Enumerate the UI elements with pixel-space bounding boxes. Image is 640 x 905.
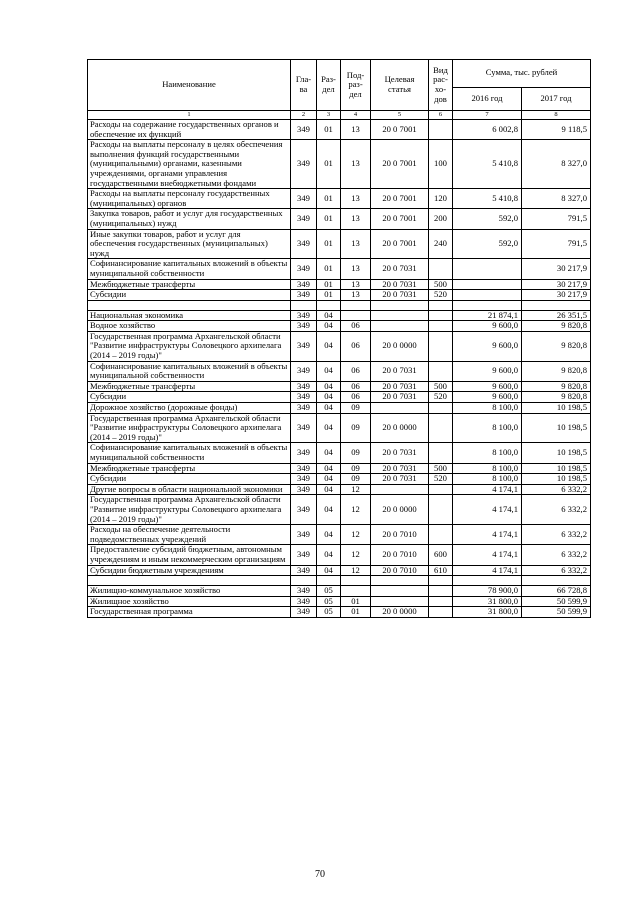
cell-vid-rashodov (429, 403, 453, 414)
cell-vid-rashodov (429, 607, 453, 618)
table-row (88, 321, 591, 332)
cell-sum-2017: 6 332,2 (522, 525, 591, 545)
cell-razdel: 04 (317, 413, 341, 443)
table-row (88, 474, 591, 485)
cell-sum-2016: 8 100,0 (453, 474, 522, 485)
cell-sum-2017: 30 217,9 (522, 290, 591, 301)
column-number: 1 (88, 111, 291, 120)
cell-glava: 349 (291, 413, 317, 443)
cell-vid-rashodov (429, 331, 453, 361)
cell-sum-2017: 10 198,5 (522, 413, 591, 443)
cell-glava: 349 (291, 484, 317, 495)
cell-celevaya-statya (371, 321, 429, 332)
cell-vid-rashodov (429, 321, 453, 332)
cell-name: Предоставление субсидий бюджетным, автономным учреждениям и иным некоммерческим организациям (88, 545, 291, 565)
spacer-row (88, 300, 591, 310)
cell-sum-2017 (522, 300, 591, 310)
cell-vid-rashodov: 100 (429, 140, 453, 189)
cell-glava: 349 (291, 586, 317, 597)
cell-sum-2017: 791,5 (522, 229, 591, 259)
table-row (88, 545, 591, 565)
cell-podrazdel: 13 (341, 120, 371, 140)
cell-podrazdel: 12 (341, 545, 371, 565)
cell-name: Межбюджетные трансферты (88, 463, 291, 474)
cell-razdel: 04 (317, 484, 341, 495)
cell-sum-2017: 6 332,2 (522, 495, 591, 525)
cell-sum-2017: 10 198,5 (522, 443, 591, 463)
cell-glava: 349 (291, 290, 317, 301)
cell-name: Субсидии (88, 392, 291, 403)
cell-sum-2017: 791,5 (522, 209, 591, 229)
cell-razdel: 04 (317, 474, 341, 485)
cell-glava: 349 (291, 463, 317, 474)
cell-glava: 349 (291, 596, 317, 607)
cell-sum-2016 (453, 576, 522, 586)
table-row (88, 189, 591, 209)
cell-sum-2017: 6 332,2 (522, 484, 591, 495)
cell-sum-2016: 5 410,8 (453, 140, 522, 189)
spacer-row (88, 576, 591, 586)
cell-glava: 349 (291, 321, 317, 332)
cell-razdel: 04 (317, 565, 341, 576)
cell-podrazdel (341, 576, 371, 586)
cell-name (88, 576, 291, 586)
cell-glava: 349 (291, 392, 317, 403)
cell-vid-rashodov: 520 (429, 290, 453, 301)
cell-podrazdel: 09 (341, 403, 371, 414)
column-number: 6 (429, 111, 453, 120)
cell-sum-2016: 8 100,0 (453, 413, 522, 443)
cell-celevaya-statya: 20 0 7010 (371, 525, 429, 545)
cell-razdel: 04 (317, 443, 341, 463)
table-row (88, 290, 591, 301)
cell-glava: 349 (291, 120, 317, 140)
cell-name (88, 300, 291, 310)
cell-sum-2017: 10 198,5 (522, 474, 591, 485)
cell-vid-rashodov (429, 413, 453, 443)
cell-celevaya-statya: 20 0 7010 (371, 565, 429, 576)
cell-name: Государственная программа Архангельской области "Развитие инфраструктуры Соловецкого архипелага (2014 – 2019 годы)" (88, 413, 291, 443)
cell-sum-2016: 9 600,0 (453, 331, 522, 361)
cell-razdel: 04 (317, 495, 341, 525)
cell-celevaya-statya: 20 0 7031 (371, 259, 429, 279)
table-row (88, 140, 591, 189)
table-row (88, 229, 591, 259)
cell-name: Субсидии (88, 290, 291, 301)
table-row (88, 209, 591, 229)
cell-sum-2016 (453, 290, 522, 301)
cell-vid-rashodov: 240 (429, 229, 453, 259)
cell-celevaya-statya: 20 0 7001 (371, 189, 429, 209)
budget-table (87, 59, 591, 618)
cell-podrazdel: 13 (341, 279, 371, 290)
cell-podrazdel: 06 (341, 331, 371, 361)
cell-sum-2017: 50 599,9 (522, 596, 591, 607)
cell-celevaya-statya (371, 484, 429, 495)
cell-sum-2016: 4 174,1 (453, 545, 522, 565)
cell-celevaya-statya: 20 0 0000 (371, 413, 429, 443)
cell-razdel: 01 (317, 290, 341, 301)
cell-razdel: 01 (317, 140, 341, 189)
cell-razdel: 01 (317, 279, 341, 290)
header-summa: Сумма, тыс. рублей (453, 60, 591, 88)
cell-podrazdel (341, 310, 371, 321)
cell-vid-rashodov: 200 (429, 209, 453, 229)
cell-celevaya-statya: 20 0 7001 (371, 209, 429, 229)
cell-name: Жилищно-коммунальное хозяйство (88, 586, 291, 597)
cell-razdel (317, 300, 341, 310)
table-row (88, 565, 591, 576)
cell-glava: 349 (291, 607, 317, 618)
cell-sum-2016: 6 002,8 (453, 120, 522, 140)
cell-sum-2016: 31 800,0 (453, 607, 522, 618)
table-row (88, 259, 591, 279)
cell-sum-2017: 10 198,5 (522, 403, 591, 414)
cell-sum-2017: 9 118,5 (522, 120, 591, 140)
cell-name: Межбюджетные трансферты (88, 279, 291, 290)
cell-glava: 349 (291, 403, 317, 414)
table-row (88, 443, 591, 463)
header-razdel: Раз-дел (317, 60, 341, 111)
cell-celevaya-statya: 20 0 7031 (371, 290, 429, 301)
cell-glava: 349 (291, 545, 317, 565)
cell-podrazdel (341, 300, 371, 310)
cell-glava (291, 576, 317, 586)
cell-name: Расходы на обеспечение деятельности подведомственных учреждений (88, 525, 291, 545)
cell-razdel: 01 (317, 259, 341, 279)
cell-glava: 349 (291, 189, 317, 209)
table-row (88, 463, 591, 474)
cell-podrazdel: 06 (341, 321, 371, 332)
cell-celevaya-statya: 20 0 0000 (371, 331, 429, 361)
table-row (88, 120, 591, 140)
cell-celevaya-statya (371, 403, 429, 414)
cell-glava: 349 (291, 259, 317, 279)
cell-name: Субсидии бюджетным учреждениям (88, 565, 291, 576)
cell-podrazdel: 13 (341, 229, 371, 259)
cell-razdel: 04 (317, 403, 341, 414)
cell-glava: 349 (291, 525, 317, 545)
cell-name: Водное хозяйство (88, 321, 291, 332)
column-number-row (88, 111, 591, 120)
cell-sum-2017: 6 332,2 (522, 565, 591, 576)
cell-podrazdel: 13 (341, 259, 371, 279)
cell-podrazdel: 06 (341, 392, 371, 403)
cell-sum-2017: 6 332,2 (522, 545, 591, 565)
cell-vid-rashodov (429, 495, 453, 525)
cell-celevaya-statya (371, 310, 429, 321)
cell-celevaya-statya: 20 0 7031 (371, 443, 429, 463)
cell-razdel: 05 (317, 596, 341, 607)
cell-vid-rashodov (429, 576, 453, 586)
cell-vid-rashodov (429, 596, 453, 607)
cell-celevaya-statya (371, 576, 429, 586)
cell-sum-2016 (453, 300, 522, 310)
cell-name: Расходы на выплаты персоналу в целях обеспечения выполнения функций государственными (муниципальными) органами, казенными учреждениями, органами управления государственными внебюджетными фондами (88, 140, 291, 189)
column-number: 2 (291, 111, 317, 120)
cell-celevaya-statya (371, 596, 429, 607)
cell-podrazdel: 12 (341, 495, 371, 525)
cell-sum-2017 (522, 576, 591, 586)
cell-vid-rashodov: 500 (429, 279, 453, 290)
cell-razdel: 04 (317, 331, 341, 361)
cell-sum-2017: 9 820,8 (522, 321, 591, 332)
column-number: 7 (453, 111, 522, 120)
cell-sum-2016: 9 600,0 (453, 321, 522, 332)
header-year-2016: 2016 год (453, 87, 522, 110)
cell-vid-rashodov (429, 361, 453, 381)
page-number: 70 (315, 869, 325, 880)
cell-vid-rashodov: 600 (429, 545, 453, 565)
header-celevaya-statya: Целевая статья (371, 60, 429, 111)
column-number: 5 (371, 111, 429, 120)
table-row (88, 413, 591, 443)
cell-sum-2017: 9 820,8 (522, 381, 591, 392)
table-row (88, 331, 591, 361)
table-row (88, 586, 591, 597)
cell-name: Жилищное хозяйство (88, 596, 291, 607)
cell-celevaya-statya: 20 0 7010 (371, 545, 429, 565)
cell-vid-rashodov: 500 (429, 463, 453, 474)
cell-razdel: 04 (317, 525, 341, 545)
cell-podrazdel: 12 (341, 525, 371, 545)
cell-razdel: 04 (317, 392, 341, 403)
header-name: Наименование (88, 60, 291, 111)
cell-sum-2016: 9 600,0 (453, 361, 522, 381)
cell-sum-2017: 8 327,0 (522, 189, 591, 209)
cell-glava: 349 (291, 331, 317, 361)
cell-podrazdel: 06 (341, 361, 371, 381)
cell-sum-2016: 9 600,0 (453, 381, 522, 392)
cell-glava: 349 (291, 361, 317, 381)
cell-vid-rashodov (429, 300, 453, 310)
header-glava: Гла-ва (291, 60, 317, 111)
cell-sum-2016: 4 174,1 (453, 495, 522, 525)
cell-sum-2016 (453, 279, 522, 290)
cell-podrazdel (341, 586, 371, 597)
cell-podrazdel: 09 (341, 463, 371, 474)
cell-name: Государственная программа (88, 607, 291, 618)
cell-celevaya-statya: 20 0 7031 (371, 381, 429, 392)
table-row (88, 392, 591, 403)
cell-sum-2016: 8 100,0 (453, 443, 522, 463)
cell-sum-2017: 10 198,5 (522, 463, 591, 474)
table-row (88, 381, 591, 392)
table-row (88, 361, 591, 381)
cell-sum-2017: 50 599,9 (522, 607, 591, 618)
cell-sum-2017: 9 820,8 (522, 361, 591, 381)
cell-glava: 349 (291, 474, 317, 485)
cell-celevaya-statya: 20 0 7001 (371, 140, 429, 189)
table-row (88, 596, 591, 607)
cell-podrazdel: 13 (341, 290, 371, 301)
cell-sum-2016: 8 100,0 (453, 403, 522, 414)
cell-podrazdel: 01 (341, 596, 371, 607)
cell-sum-2017: 30 217,9 (522, 259, 591, 279)
cell-sum-2017: 8 327,0 (522, 140, 591, 189)
table-row (88, 607, 591, 618)
cell-glava: 349 (291, 495, 317, 525)
cell-razdel: 04 (317, 545, 341, 565)
cell-podrazdel: 09 (341, 443, 371, 463)
cell-razdel: 05 (317, 586, 341, 597)
cell-celevaya-statya: 20 0 7001 (371, 120, 429, 140)
cell-sum-2017: 30 217,9 (522, 279, 591, 290)
cell-razdel: 01 (317, 229, 341, 259)
cell-name: Закупка товаров, работ и услуг для государственных (муниципальных) нужд (88, 209, 291, 229)
cell-celevaya-statya: 20 0 7031 (371, 463, 429, 474)
cell-sum-2016: 9 600,0 (453, 392, 522, 403)
cell-name: Расходы на содержание государственных органов и обеспечение их функций (88, 120, 291, 140)
cell-glava: 349 (291, 140, 317, 189)
cell-sum-2016: 5 410,8 (453, 189, 522, 209)
cell-glava: 349 (291, 229, 317, 259)
cell-glava: 349 (291, 381, 317, 392)
cell-razdel: 01 (317, 120, 341, 140)
cell-razdel: 01 (317, 189, 341, 209)
cell-glava: 349 (291, 310, 317, 321)
cell-vid-rashodov: 610 (429, 565, 453, 576)
cell-name: Софинансирование капитальных вложений в объекты муниципальной собственности (88, 361, 291, 381)
cell-sum-2016 (453, 259, 522, 279)
cell-sum-2016: 8 100,0 (453, 463, 522, 474)
cell-sum-2016: 4 174,1 (453, 484, 522, 495)
cell-glava: 349 (291, 565, 317, 576)
cell-sum-2016: 592,0 (453, 209, 522, 229)
cell-celevaya-statya: 20 0 7031 (371, 361, 429, 381)
cell-name: Дорожное хозяйство (дорожные фонды) (88, 403, 291, 414)
cell-podrazdel: 13 (341, 140, 371, 189)
table-row (88, 525, 591, 545)
table-row (88, 403, 591, 414)
cell-razdel (317, 576, 341, 586)
cell-glava: 349 (291, 279, 317, 290)
cell-celevaya-statya: 20 0 0000 (371, 607, 429, 618)
cell-name: Софинансирование капитальных вложений в объекты муниципальной собственности (88, 443, 291, 463)
cell-vid-rashodov (429, 310, 453, 321)
cell-name: Расходы на выплаты персоналу государственных (муниципальных) органов (88, 189, 291, 209)
cell-celevaya-statya: 20 0 7001 (371, 229, 429, 259)
cell-podrazdel: 01 (341, 607, 371, 618)
cell-sum-2016: 4 174,1 (453, 565, 522, 576)
table-body (88, 120, 591, 618)
cell-vid-rashodov (429, 259, 453, 279)
cell-sum-2017: 26 351,5 (522, 310, 591, 321)
cell-razdel: 04 (317, 310, 341, 321)
cell-podrazdel: 13 (341, 209, 371, 229)
header-podrazdel: Под-раз-дел (341, 60, 371, 111)
cell-glava (291, 300, 317, 310)
table-row (88, 310, 591, 321)
cell-podrazdel: 12 (341, 484, 371, 495)
cell-razdel: 04 (317, 381, 341, 392)
cell-vid-rashodov (429, 586, 453, 597)
cell-name: Иные закупки товаров, работ и услуг для обеспечения государственных (муниципальных) нужд (88, 229, 291, 259)
cell-sum-2016: 31 800,0 (453, 596, 522, 607)
cell-razdel: 04 (317, 463, 341, 474)
cell-celevaya-statya: 20 0 7031 (371, 392, 429, 403)
column-number: 4 (341, 111, 371, 120)
cell-vid-rashodov: 120 (429, 189, 453, 209)
cell-glava: 349 (291, 209, 317, 229)
table-row (88, 495, 591, 525)
cell-sum-2016: 4 174,1 (453, 525, 522, 545)
cell-vid-rashodov: 520 (429, 392, 453, 403)
cell-vid-rashodov (429, 120, 453, 140)
cell-celevaya-statya (371, 586, 429, 597)
cell-vid-rashodov (429, 443, 453, 463)
cell-razdel: 04 (317, 321, 341, 332)
cell-vid-rashodov (429, 525, 453, 545)
header-year-2017: 2017 год (522, 87, 591, 110)
cell-razdel: 01 (317, 209, 341, 229)
cell-podrazdel: 06 (341, 381, 371, 392)
cell-sum-2017: 9 820,8 (522, 331, 591, 361)
cell-name: Межбюджетные трансферты (88, 381, 291, 392)
cell-celevaya-statya: 20 0 7031 (371, 474, 429, 485)
cell-razdel: 04 (317, 361, 341, 381)
cell-podrazdel: 13 (341, 189, 371, 209)
header-row (88, 60, 591, 88)
cell-sum-2016: 21 874,1 (453, 310, 522, 321)
cell-celevaya-statya (371, 300, 429, 310)
table-row (88, 279, 591, 290)
cell-glava: 349 (291, 443, 317, 463)
cell-name: Государственная программа Архангельской области "Развитие инфраструктуры Соловецкого архипелага (2014 – 2019 годы)" (88, 331, 291, 361)
column-number: 3 (317, 111, 341, 120)
cell-celevaya-statya: 20 0 7031 (371, 279, 429, 290)
cell-sum-2016: 592,0 (453, 229, 522, 259)
cell-razdel: 05 (317, 607, 341, 618)
cell-sum-2017: 66 728,8 (522, 586, 591, 597)
cell-podrazdel: 12 (341, 565, 371, 576)
cell-celevaya-statya: 20 0 0000 (371, 495, 429, 525)
header-vid-rashodov: Вид рас-хо-дов (429, 60, 453, 111)
cell-name: Государственная программа Архангельской области "Развитие инфраструктуры Соловецкого архипелага (2014 – 2019 годы)" (88, 495, 291, 525)
cell-vid-rashodov (429, 484, 453, 495)
table-row (88, 484, 591, 495)
column-number: 8 (522, 111, 591, 120)
cell-podrazdel: 09 (341, 413, 371, 443)
cell-sum-2017: 9 820,8 (522, 392, 591, 403)
cell-vid-rashodov: 520 (429, 474, 453, 485)
cell-name: Национальная экономика (88, 310, 291, 321)
cell-name: Другие вопросы в области национальной экономики (88, 484, 291, 495)
cell-podrazdel: 09 (341, 474, 371, 485)
cell-sum-2016: 78 900,0 (453, 586, 522, 597)
cell-name: Субсидии (88, 474, 291, 485)
cell-name: Софинансирование капитальных вложений в объекты муниципальной собственности (88, 259, 291, 279)
cell-vid-rashodov: 500 (429, 381, 453, 392)
